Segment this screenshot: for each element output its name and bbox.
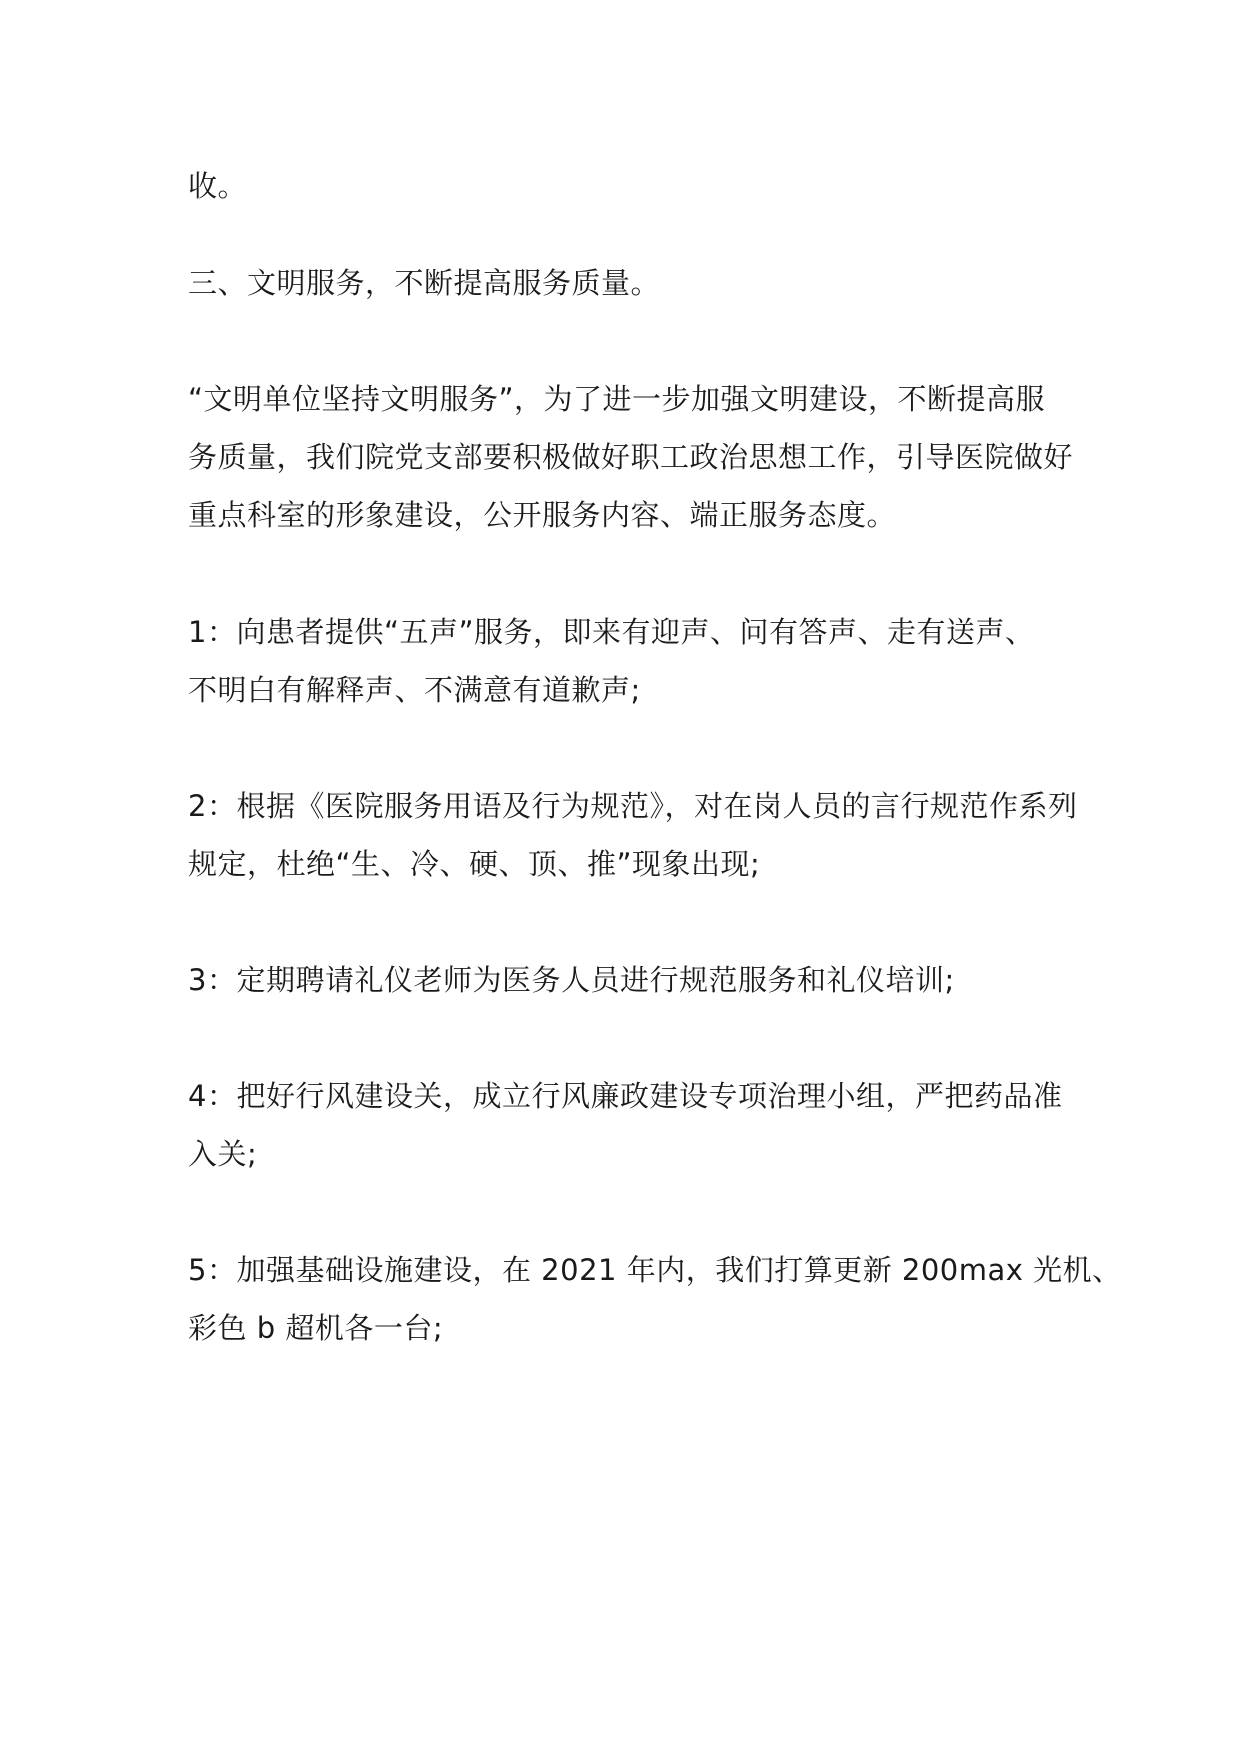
section-heading: 三、文明服务，不断提高服务质量。 xyxy=(188,266,661,300)
item-4-line-2: 入关; xyxy=(188,1137,258,1171)
intro-paragraph-line-3: 重点科室的形象建设，公开服务内容、端正服务态度。 xyxy=(188,498,897,532)
continuation-text: 收。 xyxy=(188,169,248,203)
item-5-line-1: 5：加强基础设施建设，在 2021 年内，我们打算更新 200max 光机、 xyxy=(188,1253,1122,1287)
intro-paragraph-line-1: “文明单位坚持文明服务”，为了进一步加强文明建设，不断提高服 xyxy=(188,382,1046,416)
item-1-line-2: 不明白有解释声、不满意有道歉声; xyxy=(188,673,641,707)
intro-paragraph-line-2: 务质量，我们院党支部要积极做好职工政治思想工作，引导医院做好 xyxy=(188,440,1074,474)
item-5-line-2: 彩色 b 超机各一台; xyxy=(188,1311,444,1345)
item-4-line-1: 4：把好行风建设关，成立行风廉政建设专项治理小组，严把药品准 xyxy=(188,1079,1063,1113)
item-1-line-1: 1：向患者提供“五声”服务，即来有迎声、问有答声、走有送声、 xyxy=(188,615,1035,649)
item-2-line-1: 2：根据《医院服务用语及行为规范》，对在岗人员的言行规范作系列 xyxy=(188,789,1078,823)
item-2-line-2: 规定，杜绝“生、冷、硬、顶、推”现象出现; xyxy=(188,847,761,881)
item-3-line-1: 3：定期聘请礼仪老师为医务人员进行规范服务和礼仪培训; xyxy=(188,963,955,997)
